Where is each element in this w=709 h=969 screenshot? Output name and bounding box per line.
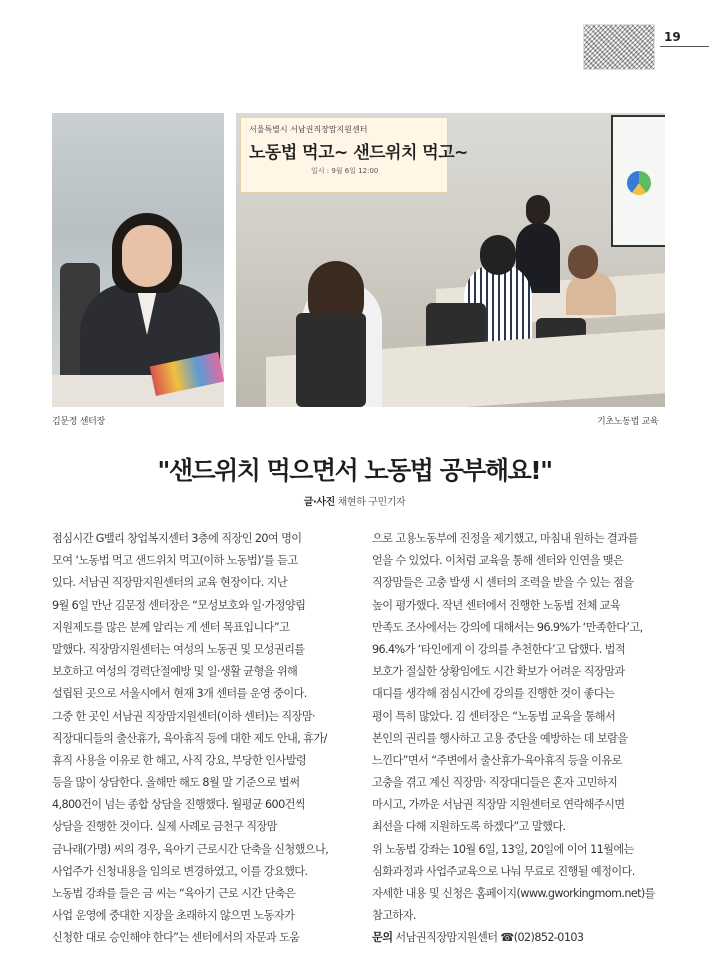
article-line: 마시고, 가까운 서남권 직장맘 지원센터로 연락해주시면 [372, 798, 625, 812]
page-number: 19 [664, 30, 681, 44]
photo-center-director [52, 113, 224, 407]
banner-top-text: 서울특별시 서남권직장맘지원센터 [249, 125, 368, 134]
screen-chart-icon [627, 171, 651, 195]
photo-caption-right: 기초노동법 교육 [597, 417, 659, 427]
article-line: 말했다. 직장맘지원센터는 여성의 노동권 및 모성권리를 [52, 642, 305, 656]
article-line: 9월 6일 만난 김문정 센터장은 “모성보호와 일·가정양립 [52, 598, 306, 612]
article-byline [0, 493, 709, 508]
photo-attendee-head [568, 245, 598, 279]
article-line: 높이 평가했다. 작년 센터에서 진행한 노동법 전체 교육 [372, 598, 621, 612]
article-line: 점심시간 G밸리 창업복지센터 3층에 직장인 20여 명이 [52, 532, 302, 545]
article-line: 자세한 내용 및 신청은 홈페이지(www.gworkingmom.net)를 [372, 887, 655, 900]
article-line: 금나래(가명) 씨의 경우, 육아기 근로시간 단축을 신청했으나, [52, 842, 329, 856]
article-line: 있다. 서남권 직장맘지원센터의 교육 현장이다. 지난 [52, 576, 288, 590]
article-column-left [52, 528, 337, 950]
article-line: 직장대디들의 출산휴가, 육아휴직 등에 대한 제도 안내, 휴가/ [52, 731, 327, 745]
photo-labor-law-class [236, 113, 665, 407]
article-line: 상담을 진행한 것이다. 실제 사례로 금천구 직장맘 [52, 820, 277, 834]
article-line: 96.4%가 ‘타인에게 이 강의를 추천한다’고 답했다. 법적 [372, 642, 626, 656]
article-line: 그중 한 곳인 서남권 직장맘지원센터(이하 센터)는 직장맘· [52, 709, 315, 723]
article-column-right [372, 528, 657, 950]
byline-label: 글·사진 [303, 497, 335, 508]
byline-author: 채현하 구민기자 [337, 497, 406, 508]
article-line: 직장맘들은 고충 발생 시 센터의 조력을 받을 수 있는 점을 [372, 576, 634, 590]
article-line: 만족도 조사에서는 강의에 대해서는 96.9%가 ‘만족한다’고, [372, 620, 643, 634]
article-line: 지원제도를 많은 분께 알리는 게 센터 목표입니다”고 [52, 620, 290, 634]
article-line: 위 노동법 강좌는 10월 6일, 13일, 20일에 이어 11월에는 [372, 842, 634, 856]
class-banner [240, 117, 468, 193]
photo-chair [296, 313, 366, 407]
photo-attendee [566, 271, 616, 315]
article-line: 참고하자. [372, 909, 416, 923]
article-line: 고충을 겪고 계신 직장맘· 직장대디들은 혼자 고민하지 [372, 776, 618, 790]
contact-text: 서남권직장맘지원센터 ☎(02)852-0103 [395, 931, 584, 945]
article-line: 휴직 사용을 이유로 한 해고, 사직 강요, 부당한 인사발령 [52, 753, 307, 767]
article-line: 보호가 절실한 상황임에도 시간 확보가 어려운 직장맘과 [372, 665, 625, 679]
article-line: 사업주가 신청내용을 임의로 변경하였고, 이를 강요했다. [52, 864, 308, 878]
article-line: 모여 ‘노동법 먹고 샌드위치 먹고(이하 노동법)’를 듣고 [52, 554, 298, 568]
photo-caption-left: 김문정 센터장 [52, 417, 105, 427]
article-line: 사업 운영에 중대한 지장을 초래하지 않으면 노동자가 [52, 909, 295, 923]
banner-sub-text: 일시 : 9월 6일 12:00 [311, 167, 379, 175]
article-line: 느낀다”면서 “주변에서 출산휴가·육아휴직 등을 이유로 [372, 753, 622, 767]
banner-main-text: 노동법 먹고~ 샌드위치 먹고~ [249, 143, 468, 163]
article-line: 보호하고 여성의 경력단절예방 및 일·생활 균형을 위해 [52, 665, 298, 679]
contact-label: 문의 [372, 931, 393, 945]
photo-attendee-striped-head [480, 235, 516, 275]
article-line: 심화과정과 사업주교육으로 나눠 무료로 진행될 예정이다. [372, 864, 635, 878]
photo-lecturer-head [526, 195, 550, 225]
page-rule [660, 46, 709, 47]
article-line: 대디를 생각해 점심시간에 강의를 진행한 것이 좋다는 [372, 687, 615, 701]
article-line: 얻을 수 있었다. 이처럼 교육을 통해 센터와 인연을 맺은 [372, 554, 624, 568]
photo-person-face [122, 225, 172, 287]
article-line: 최선을 다해 지원하도록 하겠다”고 말했다. [372, 820, 566, 834]
article-line: 4,800건이 넘는 종합 상담을 진행했다. 월평균 600건씩 [52, 798, 306, 812]
article-line: 신청한 대로 승인해야 한다”는 센터에서의 자문과 도움 [52, 931, 300, 945]
article-line: 으로 고용노동부에 진정을 제기했고, 마침내 원하는 결과를 [372, 532, 638, 545]
article-line: 노동법 강좌를 들은 금 씨는 “육아기 근로 시간 단축은 [52, 887, 296, 900]
qr-code [583, 24, 655, 70]
article-line: 설립된 곳으로 서울시에서 현재 3개 센터를 운영 중이다. [52, 687, 307, 701]
contact-line [372, 927, 657, 949]
article-line: 등을 많이 상담한다. 올해만 해도 8월 말 기준으로 벌써 [52, 776, 300, 790]
article-line: 평이 특히 많았다. 김 센터장은 “노동법 교육을 통해서 [372, 709, 616, 723]
article-line: 본인의 권리를 행사하고 고용 중단을 예방하는 데 보람을 [372, 731, 628, 745]
projector-screen [611, 115, 665, 247]
article-headline: "샌드위치 먹으면서 노동법 공부해요!" [157, 456, 552, 485]
